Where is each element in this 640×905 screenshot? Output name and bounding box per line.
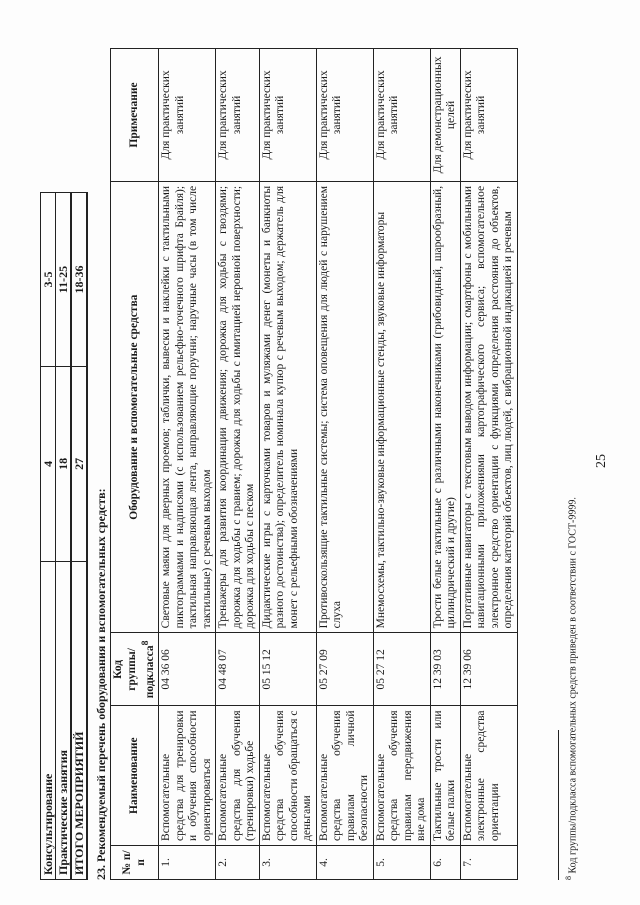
header-name: Наименование: [111, 706, 159, 845]
row-equipment: Мнемосхемы, тактильно-звуковые информационные стенды, звуковые информаторы: [373, 181, 430, 632]
row-name: Вспомогательные средства обучения правилам передвижения вне дома: [373, 706, 430, 845]
summary-range: 11-25: [56, 193, 72, 367]
summary-row: [56, 193, 72, 880]
row-note: Для практических занятий: [159, 49, 216, 182]
row-name: Вспомогательные средства обучения способности обращаться с деньгами: [259, 706, 316, 845]
row-note: Для практических занятий: [373, 49, 430, 182]
row-equipment: Световые маяки для дверных проемов; таблички, вывески и наклейки с тактильными пиктограммами и надписями (с использованием рельефно-точечного шрифта Брайля); тактильная направляющая лента, направляющие поручни; наручные часы (в том числе тактильные) с речевым выходом: [159, 181, 216, 632]
row-code: 05 27 09: [316, 633, 373, 706]
page-number: 25: [594, 454, 609, 468]
row-note: Для практических занятий: [216, 49, 260, 182]
row-name: Вспомогательные средства обучения правилам личной безопасности: [316, 706, 373, 845]
summary-table: [40, 192, 88, 880]
row-equipment: Портативные навигаторы с текстовым выводом информации; смартфоны с мобильными навигационными приложениями картографического сервиса; вспомогательное электронное средство ориентации с функциями определения расстояния до объектов, определения категорий объектов, лиц людей, с вибрационной индикацией и речевым: [460, 181, 517, 632]
summary-total-row: [71, 193, 87, 880]
row-name: Вспомогательные электронные средства ориентации: [460, 706, 517, 845]
footnote-divider: [558, 730, 559, 880]
header-code: Код группы/ подкласса$^8$: [111, 633, 159, 706]
summary-range: 3-5: [41, 193, 56, 367]
footnote: $^8$ Код группы/подкласса вспомогательных средств приведен в соответствии с ГОСТ-9999.: [564, 497, 579, 880]
row-code: 05 27 12: [373, 633, 430, 706]
row-code: 04 48 07: [216, 633, 260, 706]
rotated-content: [28, 40, 609, 880]
row-note: Для практических занятий: [316, 49, 373, 182]
row-num: 4.: [316, 845, 373, 879]
header-num: № п/п: [111, 845, 159, 879]
row-equipment: Противоскользящие тактильные системы; система оповещения для людей с нарушением слуха: [316, 181, 373, 632]
row-num: 2.: [216, 845, 260, 879]
row-code: 05 15 12: [259, 633, 316, 706]
row-note: Для практических занятий: [460, 49, 517, 182]
row-num: 1.: [159, 845, 216, 879]
row-num: 6.: [430, 845, 460, 879]
row-code: 12 39 03: [430, 633, 460, 706]
row-note: Для практических занятий: [259, 49, 316, 182]
table-row: [373, 49, 430, 880]
row-code: 04 36 06: [159, 633, 216, 706]
header-note: Примечание: [111, 49, 159, 182]
summary-label: ИТОГО МЕРОПРИЯТИЙ: [71, 561, 87, 879]
table-row: [159, 49, 216, 880]
row-equipment: Трости белые тактильные с различными наконечниками (грибовидный, шарообразный, цилиндрический и другие): [430, 181, 460, 632]
row-name: Тактильные трости или белые палки: [430, 706, 460, 845]
row-equipment: Дидактические игры с карточками товаров и муляжами денег (монеты и банкноты разного достоинства); определитель номинала купюр с речевым выходом; держатель для монет с рельефными обозначениями: [259, 181, 316, 632]
summary-hours: 18: [56, 367, 72, 562]
row-note: Для демонстрационных целей: [430, 49, 460, 182]
summary-row: [41, 193, 56, 880]
summary-label: Практические занятия: [56, 561, 72, 879]
row-name: Вспомогательные средства для тренировки и обучения способности ориентироваться: [159, 706, 216, 845]
section-heading: 23. Рекомендуемый перечень оборудования и вспомогательных средств:: [94, 488, 108, 880]
summary-label: Консультирование: [41, 561, 56, 879]
summary-hours: 4: [41, 367, 56, 562]
summary-hours: 27: [71, 367, 87, 562]
table-row: [316, 49, 373, 880]
table-header-row: [111, 49, 159, 880]
header-equipment: Оборудование и вспомогательные средства: [111, 181, 159, 632]
row-equipment: Тренажеры для развития координации движения; дорожка для ходьбы с гвоздями; дорожка для ходьбы с гравием; дорожка для ходьбы с имитацией неровной поверхности; дорожка для ходьбы с песком: [216, 181, 260, 632]
row-name: Вспомогательные средства для обучения (тренировки) ходьбе: [216, 706, 260, 845]
table-row: [430, 49, 460, 880]
equipment-table: [110, 48, 518, 880]
row-code: 12 39 06: [460, 633, 517, 706]
table-row: [216, 49, 260, 880]
row-num: 7.: [460, 845, 517, 879]
row-num: 5.: [373, 845, 430, 879]
summary-range: 18-36: [71, 193, 87, 367]
table-row: [259, 49, 316, 880]
row-num: 3.: [259, 845, 316, 879]
table-row: [460, 49, 517, 880]
